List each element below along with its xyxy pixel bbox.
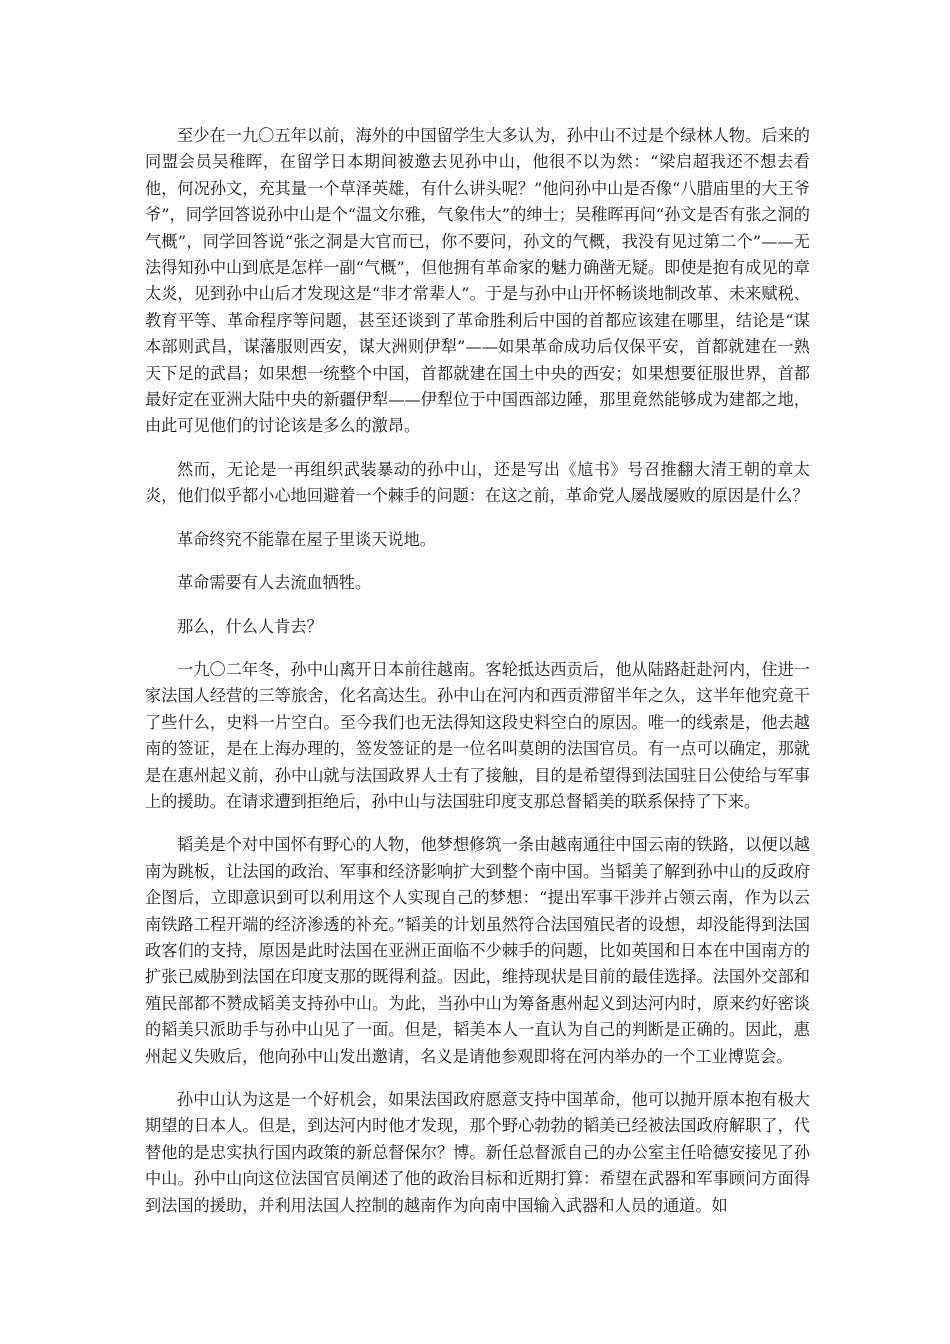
paragraph-1: 至少在一九〇五年以前，海外的中国留学生大多认为，孙中山不过是个绿林人物。后来的同盟会员吴稚晖，在留学日本期间被邀去见孙中山，他很不以为然：“梁启超我还不想去看他，何况孙文，充其量一个草泽英雄，有什么讲头呢？”他问孙中山是否像“八腊庙里的大王爷爷”，同学回答说孙中山是个“温文尔雅，气象伟大”的绅士；吴稚晖再问“孙文是否有张之洞的气概”，同学回答说“张之洞是大官而已，你不要问，孙文的气概，我没有见过第二个”——无法得知孙中山到底是怎样一副“气概”，但他拥有革命家的魅力确凿无疑。即使是抱有成见的章太炎，见到孙中山后才发现这是“非才常辈人”。于是与孙中山开怀畅谈地制改革、未来赋税、教育平等、革命程序等问题，甚至还谈到了革命胜利后中国的首都应该建在哪里，结论是“谋本部则武昌，谋藩服则西安，谋大洲则伊犁”——如果革命成功后仅保平安，首都就建在一熟天下足的武昌；如果想一统整个中国，首都就建在国土中央的西安；如果想要征服世界，首都最好定在亚洲大陆中央的新疆伊犁——伊犁位于中国西部边陲，那里竟然能够成为建都之地，由此可见他们的讨论该是多么的激昂。 <box>145 126 810 436</box>
paragraph-2: 然而，无论是一再组织武装暴动的孙中山，还是写出《訄书》号召推翻大清王朝的章太炎，他们似乎都小心地回避着一个棘手的问题：在这之前，革命党人屡战屡败的原因是什么？ <box>145 459 810 506</box>
paragraph-5: 那么，什么人肯去？ <box>177 616 323 636</box>
paragraph-6: 一九〇二年冬，孙中山离开日本前往越南。客轮抵达西贡后，他从陆路赶赴河内，住进一家法国人经营的三等旅舍，化名高达生。孙中山在河内和西贡滞留半年之久，这半年他究竟干了些什么，史料一片空白。至今我们也无法得知这段史料空白的原因。唯一的线索是，他去越南的签证，是在上海办理的，签发签证的是一位名叫莫朗的法国官员。有一点可以确定，那就是在惠州起义前，孙中山就与法国政界人士有了接触，目的是希望得到法国驻日公使给与军事上的援助。在请求遭到拒绝后，孙中山与法国驻印度支那总督韬美的联系保持了下来。 <box>145 659 810 811</box>
document-body <box>145 123 810 1236</box>
paragraph-3: 革命终究不能靠在屋子里谈天说地。 <box>177 529 436 549</box>
paragraph-8: 孙中山认为这是一个好机会，如果法国政府愿意支持中国革命，他可以抛开原本抱有极大期望的日本人。但是，到达河内时他才发现，那个野心勃勃的韬美已经被法国政府解职了，代替他的是忠实执行国内政策的新总督保尔？博。新任总督派自己的办公室主任哈德安接见了孙中山。孙中山向这位法国官员阐述了他的政治目标和近期打算：希望在武器和军事顾问方面得到法国的援助，并利用法国人控制的越南作为向南中国输入武器和人员的通道。如 <box>145 1090 810 1215</box>
paragraph-4: 革命需要有人去流血牺牲。 <box>177 573 372 593</box>
paragraph-7: 韬美是个对中国怀有野心的人物，他梦想修筑一条由越南通往中国云南的铁路，以便以越南为跳板，让法国的政治、军事和经济影响扩大到整个南中国。当韬美了解到孙中山的反政府企图后，立即意识到可以利用这个人实现自己的梦想：“提出军事干涉并占领云南，作为以云南铁路工程开端的经济渗透的补充。”韬美的计划虽然符合法国殖民者的设想，却没能得到法国政客们的支持，原因是此时法国在亚洲正面临不少棘手的问题，比如英国和日本在中国南方的扩张已威胁到法国在印度支那的既得利益。因此，维持现状是目前的最佳选择。法国外交部和殖民部都不赞成韬美支持孙中山。为此，当孙中山为筹备惠州起义到达河内时，原来约好密谈的韬美只派助手与孙中山见了一面。但是，韬美本人一直认为自己的判断是正确的。因此，惠州起义失败后，他向孙中山发出邀请，名义是请他参观即将在河内举办的一个工业博览会。 <box>145 835 810 1066</box>
